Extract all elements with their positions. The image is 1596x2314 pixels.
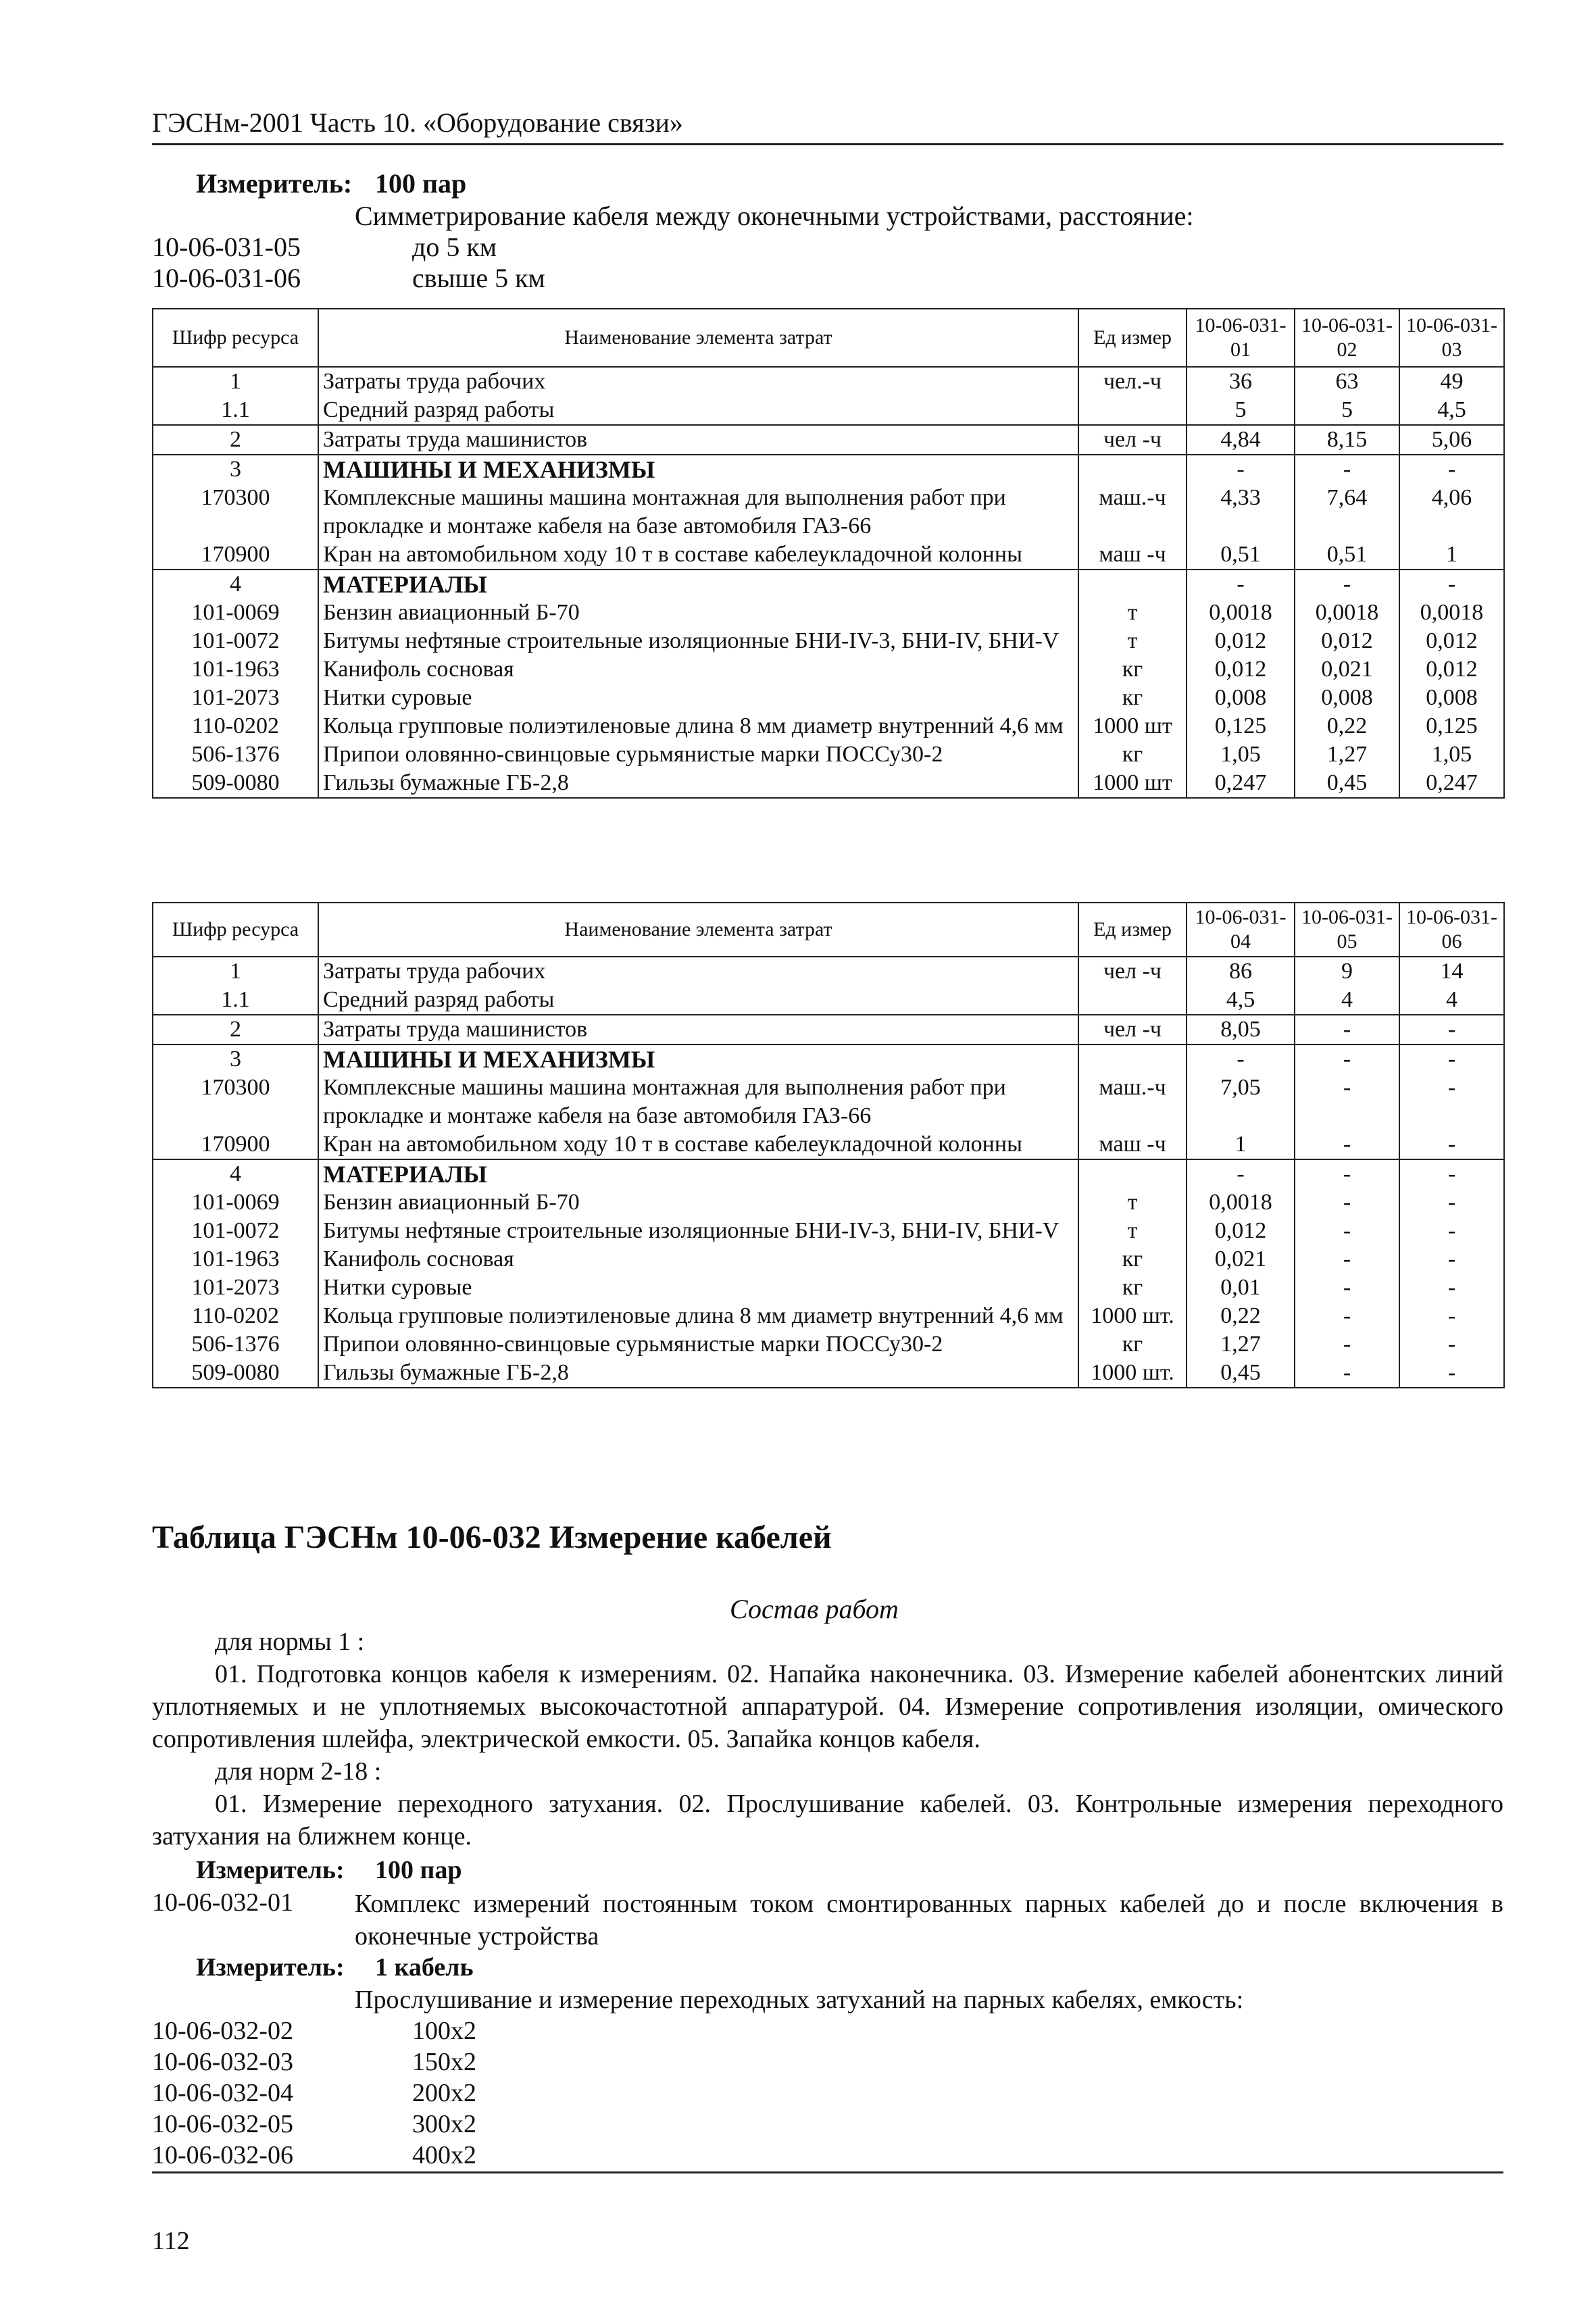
header-code: Шифр ресурса [153, 309, 318, 367]
item-text: 400x2 [412, 2141, 476, 2169]
page-number: 112 [152, 2227, 190, 2255]
cell-value: 86 [1187, 957, 1295, 986]
table-row [153, 599, 1504, 627]
item-text: 300x2 [412, 2110, 476, 2138]
cell-name: Кран на автомобильном ходу 10 т в составе кабелеукладочной колонны [318, 1130, 1078, 1159]
header-name: Наименование элемента затрат [318, 903, 1078, 957]
cell-code: 1 [153, 367, 318, 396]
cell-value: 4 [1399, 986, 1504, 1015]
bottom-rule [152, 2171, 1503, 2173]
cell-value: 0,0018 [1187, 1188, 1295, 1217]
item-code: 10-06-032-03 [152, 2048, 293, 2076]
cell-code: 101-0072 [153, 627, 318, 655]
cell-value: 4,5 [1187, 986, 1295, 1015]
cell-unit: 1000 шт. [1078, 1302, 1187, 1330]
cell-value: 4 [1295, 986, 1399, 1015]
cell-name: Гильзы бумажные ГБ-2,8 [318, 769, 1078, 798]
cell-value: 0,247 [1399, 769, 1504, 798]
cell-unit [1078, 570, 1187, 599]
cell-value: - [1399, 1217, 1504, 1245]
item-text: свыше 5 км [412, 263, 545, 293]
header-name: Наименование элемента затрат [318, 309, 1078, 367]
cell-value: 5 [1187, 396, 1295, 425]
item-code: 10-06-032-01 [152, 1888, 293, 1917]
cell-value: 4,84 [1187, 425, 1295, 455]
cell-value: - [1399, 1130, 1504, 1159]
cell-name: Затраты труда рабочих [318, 367, 1078, 396]
cell-value: 4,06 [1399, 484, 1504, 540]
cell-value: 0,008 [1187, 684, 1295, 712]
cell-value: 0,45 [1295, 769, 1399, 798]
cell-value: 0,51 [1295, 540, 1399, 570]
cell-code: 101-1963 [153, 1245, 318, 1274]
cell-unit: чел -ч [1078, 1015, 1187, 1045]
table-row [153, 1015, 1504, 1045]
cell-unit [1078, 455, 1187, 484]
table-row [153, 986, 1504, 1015]
cell-code: 170900 [153, 1130, 318, 1159]
cell-value: - [1399, 1274, 1504, 1302]
table-row [153, 740, 1504, 769]
item-code: 10-06-032-06 [152, 2141, 293, 2169]
cell-name: Бензин авиационный Б-70 [318, 599, 1078, 627]
cell-code: 110-0202 [153, 712, 318, 740]
norm1-label: для нормы 1 : [215, 1628, 365, 1656]
cell-value: 0,021 [1295, 655, 1399, 684]
table-row [153, 1302, 1504, 1330]
cell-code: 101-2073 [153, 1274, 318, 1302]
cell-value: 0,01 [1187, 1274, 1295, 1302]
cell-value: 8,05 [1187, 1015, 1295, 1045]
cell-value: 0,012 [1187, 1217, 1295, 1245]
cell-name: Кольца групповые полиэтиленовые длина 8 мм диаметр внутренний 4,6 мм [318, 712, 1078, 740]
cell-unit: кг [1078, 1245, 1187, 1274]
header-unit: Ед измер [1078, 309, 1187, 367]
section-subtitle: Состав работ [730, 1594, 899, 1624]
cell-value: - [1295, 1188, 1399, 1217]
section-title: Таблица ГЭСНм 10-06-032 Измерение кабелей [152, 1519, 832, 1555]
cell-value: 0,0018 [1295, 599, 1399, 627]
cell-code: 509-0080 [153, 1359, 318, 1388]
cell-value: - [1399, 1330, 1504, 1359]
table-row [153, 1217, 1504, 1245]
cell-name: Припои оловянно-свинцовые сурьмянистые марки ПОССу30-2 [318, 740, 1078, 769]
cell-value: 1,27 [1187, 1330, 1295, 1359]
cell-unit: кг [1078, 1274, 1187, 1302]
table-row [153, 1359, 1504, 1388]
measure-value: 1 кабель [375, 1953, 474, 1982]
table-row [153, 1330, 1504, 1359]
measure-label: Измеритель: [196, 1953, 345, 1982]
table-row [153, 484, 1504, 540]
cell-value: 0,008 [1295, 684, 1399, 712]
header-rule [152, 143, 1503, 145]
cell-value: 0,0018 [1399, 599, 1504, 627]
cell-value: - [1295, 1045, 1399, 1074]
cell-unit: кг [1078, 740, 1187, 769]
header-norm: 10-06-031-02 [1295, 309, 1399, 367]
cell-unit: маш -ч [1078, 540, 1187, 570]
cell-code: 110-0202 [153, 1302, 318, 1330]
cell-value: - [1295, 1330, 1399, 1359]
item-code: 10-06-031-05 [152, 232, 301, 262]
cell-name: Нитки суровые [318, 684, 1078, 712]
cell-value: - [1399, 1045, 1504, 1074]
cell-value: - [1399, 1188, 1504, 1217]
cell-name: МАТЕРИАЛЫ [318, 1159, 1078, 1188]
cell-value: - [1295, 1274, 1399, 1302]
cell-name: Средний разряд работы [318, 396, 1078, 425]
cell-unit: чел.-ч [1078, 367, 1187, 396]
cell-name: Средний разряд работы [318, 986, 1078, 1015]
cell-code: 170900 [153, 540, 318, 570]
cell-code: 4 [153, 1159, 318, 1188]
cell-code: 1.1 [153, 396, 318, 425]
cell-code: 506-1376 [153, 740, 318, 769]
cell-code: 1 [153, 957, 318, 986]
header-norm: 10-06-031-01 [1187, 309, 1295, 367]
table-row [153, 627, 1504, 655]
cell-value: 5,06 [1399, 425, 1504, 455]
cell-value: 8,15 [1295, 425, 1399, 455]
cell-name: Комплексные машины машина монтажная для выполнения работ при прокладке и монтаже кабеля на базе автомобиля ГАЗ-66 [318, 484, 1078, 540]
header-norm: 10-06-031-04 [1187, 903, 1295, 957]
cell-unit: чел -ч [1078, 957, 1187, 986]
cell-code: 3 [153, 1045, 318, 1074]
cell-code: 506-1376 [153, 1330, 318, 1359]
cell-value: 0,247 [1187, 769, 1295, 798]
cell-value: - [1187, 1045, 1295, 1074]
cell-value: 1 [1399, 540, 1504, 570]
cell-value: - [1187, 1159, 1295, 1188]
cell-value: - [1399, 1074, 1504, 1130]
cell-name: Бензин авиационный Б-70 [318, 1188, 1078, 1217]
cell-code: 2 [153, 1015, 318, 1045]
cell-value: - [1295, 570, 1399, 599]
cell-unit: кг [1078, 684, 1187, 712]
cell-value: - [1399, 455, 1504, 484]
cell-code: 4 [153, 570, 318, 599]
cell-value: 0,012 [1399, 627, 1504, 655]
cell-value: 7,05 [1187, 1074, 1295, 1130]
cell-value: - [1399, 570, 1504, 599]
table-row [153, 367, 1504, 396]
cell-code: 101-2073 [153, 684, 318, 712]
item-code: 10-06-031-06 [152, 263, 301, 293]
cell-value: 0,125 [1187, 712, 1295, 740]
cell-value: - [1295, 1245, 1399, 1274]
cell-value: 0,012 [1187, 627, 1295, 655]
cell-unit [1078, 1045, 1187, 1074]
table-row [153, 712, 1504, 740]
cell-code: 101-1963 [153, 655, 318, 684]
cell-unit: т [1078, 599, 1187, 627]
cell-value: - [1187, 455, 1295, 484]
table-row [153, 1245, 1504, 1274]
cell-value: - [1295, 455, 1399, 484]
cell-value: 5 [1295, 396, 1399, 425]
table-row [153, 655, 1504, 684]
item-text: 200x2 [412, 2079, 476, 2107]
cell-value: - [1295, 1359, 1399, 1388]
top-description: Симметрирование кабеля между оконечными устройствами, расстояние: [355, 201, 1194, 231]
item-code: 10-06-032-04 [152, 2079, 293, 2107]
cell-value: 0,0018 [1187, 599, 1295, 627]
cell-value: 63 [1295, 367, 1399, 396]
cell-name: Комплексные машины машина монтажная для выполнения работ при прокладке и монтаже кабеля на базе автомобиля ГАЗ-66 [318, 1074, 1078, 1130]
cell-unit [1078, 396, 1187, 425]
table-row [153, 1274, 1504, 1302]
resource-table-2 [152, 902, 1505, 1388]
measure-label: Измеритель: [196, 1856, 345, 1884]
cell-value: 0,012 [1399, 655, 1504, 684]
cell-name: Битумы нефтяные строительные изоляционные БНИ-IV-3, БНИ-IV, БНИ-V [318, 627, 1078, 655]
header-norm: 10-06-031-03 [1399, 309, 1504, 367]
header-norm: 10-06-031-06 [1399, 903, 1504, 957]
cell-name: Припои оловянно-свинцовые сурьмянистые марки ПОССу30-2 [318, 1330, 1078, 1359]
cell-code: 170300 [153, 1074, 318, 1130]
cell-unit [1078, 986, 1187, 1015]
cell-name: МАШИНЫ И МЕХАНИЗМЫ [318, 1045, 1078, 1074]
cell-unit: т [1078, 1217, 1187, 1245]
cell-value: 0,012 [1187, 655, 1295, 684]
cell-value: 1,05 [1187, 740, 1295, 769]
table-row [153, 396, 1504, 425]
cell-value: 49 [1399, 367, 1504, 396]
table-row [153, 425, 1504, 455]
cell-name: Битумы нефтяные строительные изоляционные БНИ-IV-3, БНИ-IV, БНИ-V [318, 1217, 1078, 1245]
cell-code: 170300 [153, 484, 318, 540]
cell-value: 0,125 [1399, 712, 1504, 740]
cell-code: 101-0069 [153, 1188, 318, 1217]
table-row [153, 1074, 1504, 1130]
cell-code: 1.1 [153, 986, 318, 1015]
cell-value: - [1295, 1130, 1399, 1159]
item-text: 100x2 [412, 2017, 476, 2045]
cell-name: Нитки суровые [318, 1274, 1078, 1302]
cell-name: Затраты труда машинистов [318, 425, 1078, 455]
cell-code: 2 [153, 425, 318, 455]
cell-code: 101-0069 [153, 599, 318, 627]
cell-unit: маш.-ч [1078, 1074, 1187, 1130]
norm2-text: 01. Измерение переходного затухания. 02. Прослушивание кабелей. 03. Контрольные измерения переходного затухания на ближнем конце. [152, 1790, 1503, 1851]
cell-value: 0,008 [1399, 684, 1504, 712]
cell-unit: чел -ч [1078, 425, 1187, 455]
cell-value: 4,5 [1399, 396, 1504, 425]
cell-name: Кольца групповые полиэтиленовые длина 8 мм диаметр внутренний 4,6 мм [318, 1302, 1078, 1330]
measure-value: 100 пар [375, 1856, 462, 1884]
cell-value: 1 [1187, 1130, 1295, 1159]
cell-unit: 1000 шт [1078, 769, 1187, 798]
cell-code: 509-0080 [153, 769, 318, 798]
cell-value: 36 [1187, 367, 1295, 396]
table-row [153, 455, 1504, 484]
cell-unit: кг [1078, 655, 1187, 684]
cell-name: Кран на автомобильном ходу 10 т в составе кабелеукладочной колонны [318, 540, 1078, 570]
header-unit: Ед измер [1078, 903, 1187, 957]
cell-unit: кг [1078, 1330, 1187, 1359]
cell-value: - [1295, 1217, 1399, 1245]
cell-value: 0,22 [1295, 712, 1399, 740]
cell-value: 1,05 [1399, 740, 1504, 769]
header-norm: 10-06-031-05 [1295, 903, 1399, 957]
table-row [153, 769, 1504, 798]
table-row [153, 1045, 1504, 1074]
section-description: Прослушивание и измерение переходных затуханий на парных кабелях, емкость: [355, 1986, 1244, 2014]
cell-value: 9 [1295, 957, 1399, 986]
cell-name: Гильзы бумажные ГБ-2,8 [318, 1359, 1078, 1388]
cell-value: 0,012 [1295, 627, 1399, 655]
cell-name: Затраты труда рабочих [318, 957, 1078, 986]
cell-unit: 1000 шт. [1078, 1359, 1187, 1388]
item-text: до 5 км [412, 232, 497, 262]
cell-value: - [1399, 1359, 1504, 1388]
cell-value: - [1295, 1015, 1399, 1045]
item-text: 150x2 [412, 2048, 476, 2076]
cell-value: 0,22 [1187, 1302, 1295, 1330]
cell-value: 14 [1399, 957, 1504, 986]
table-row [153, 684, 1504, 712]
table-row [153, 957, 1504, 986]
cell-value: 7,64 [1295, 484, 1399, 540]
item-code: 10-06-032-02 [152, 2017, 293, 2045]
cell-name: Затраты труда машинистов [318, 1015, 1078, 1045]
cell-unit: маш -ч [1078, 1130, 1187, 1159]
cell-name: МАТЕРИАЛЫ [318, 570, 1078, 599]
table-row [153, 1159, 1504, 1188]
table-row [153, 1188, 1504, 1217]
cell-unit [1078, 1159, 1187, 1188]
cell-name: Канифоль сосновая [318, 1245, 1078, 1274]
cell-unit: т [1078, 1188, 1187, 1217]
cell-value: 0,51 [1187, 540, 1295, 570]
cell-name: Канифоль сосновая [318, 655, 1078, 684]
cell-value: - [1399, 1015, 1504, 1045]
table-row [153, 1130, 1504, 1159]
cell-value: - [1295, 1159, 1399, 1188]
cell-value: - [1295, 1074, 1399, 1130]
cell-unit: 1000 шт [1078, 712, 1187, 740]
item-text: Комплекс измерений постоянным током смонтированных парных кабелей до и после включения в оконечные устройства [355, 1890, 1503, 1951]
resource-table-1 [152, 308, 1505, 799]
item-code: 10-06-032-05 [152, 2110, 293, 2138]
measure-value: 100 пар [375, 168, 467, 199]
cell-value: - [1399, 1159, 1504, 1188]
cell-value: - [1187, 570, 1295, 599]
cell-value: 4,33 [1187, 484, 1295, 540]
cell-code: 101-0072 [153, 1217, 318, 1245]
cell-value: 0,45 [1187, 1359, 1295, 1388]
cell-value: - [1399, 1245, 1504, 1274]
cell-value: - [1295, 1302, 1399, 1330]
table-row [153, 540, 1504, 570]
norm2-label: для норм 2-18 : [215, 1757, 382, 1786]
cell-unit: т [1078, 627, 1187, 655]
cell-value: - [1399, 1302, 1504, 1330]
table-row [153, 570, 1504, 599]
cell-code: 3 [153, 455, 318, 484]
running-header: ГЭСНм-2001 Часть 10. «Оборудование связи» [152, 107, 683, 138]
cell-value: 1,27 [1295, 740, 1399, 769]
cell-unit: маш.-ч [1078, 484, 1187, 540]
cell-name: МАШИНЫ И МЕХАНИЗМЫ [318, 455, 1078, 484]
measure-label: Измеритель: [196, 168, 353, 199]
norm1-text: 01. Подготовка концов кабеля к измерениям. 02. Напайка наконечника. 03. Измерение кабелей абонентских линий уплотняемых и не уплотняемых высокочастотной аппаратурой. 04. Измерение сопротивления изоляции, омического сопротивления шлейфа, электрической емкости. 05. Запайка концов кабеля. [152, 1660, 1503, 1753]
cell-value: 0,021 [1187, 1245, 1295, 1274]
header-code: Шифр ресурса [153, 903, 318, 957]
